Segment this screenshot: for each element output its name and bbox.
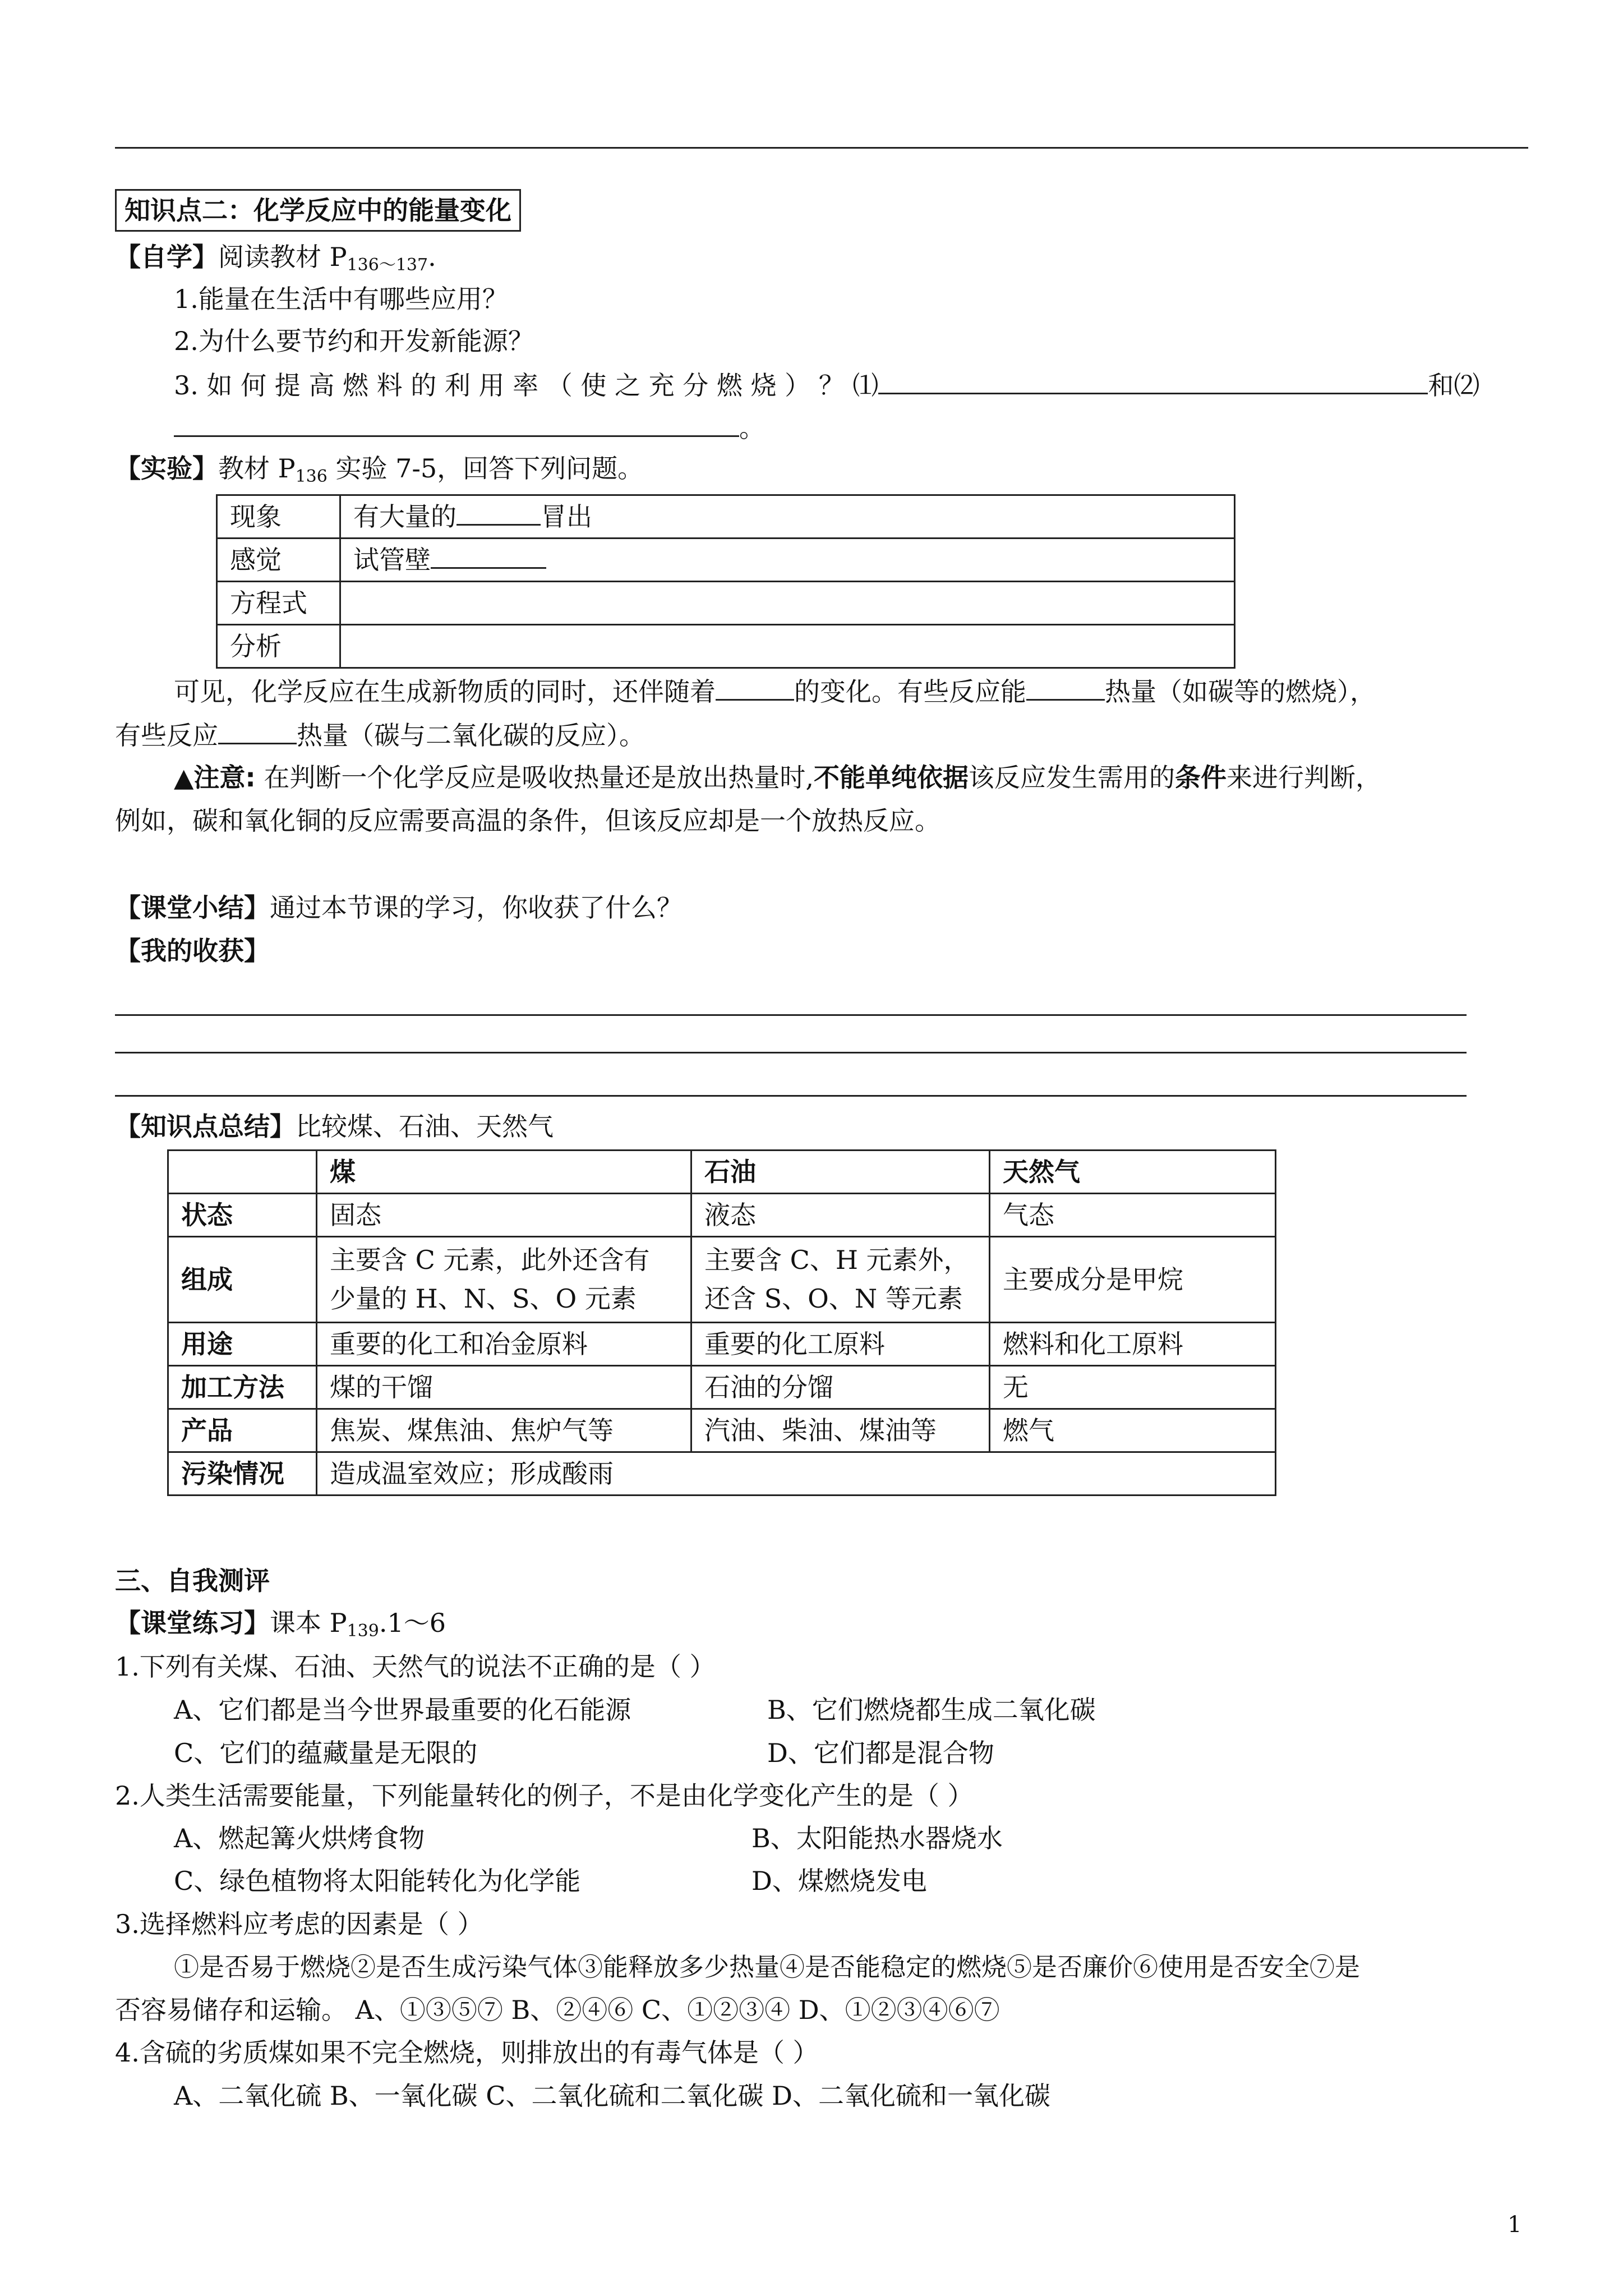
practice-text: 课本 P [270, 1608, 347, 1638]
table-cell: 固态 [317, 1194, 691, 1237]
table-cell: 焦炭、煤焦油、焦炉气等 [317, 1409, 691, 1452]
table-cell: 主要成分是甲烷 [990, 1237, 1276, 1323]
table-row [168, 1323, 1276, 1366]
row-label: 加工方法 [168, 1366, 317, 1409]
practice-page: 139 [347, 1621, 379, 1641]
q1-option-c[interactable]: C、它们的蕴藏量是无限的 [174, 1738, 478, 1768]
table-cell: 主要含 C 元素，此外还含有 少量的 H、N、S、O 元素 [317, 1237, 691, 1323]
shiyan-text: 教材 P [218, 453, 296, 484]
shiyan-line [115, 453, 644, 486]
para-blank-2[interactable] [1026, 679, 1105, 701]
page-number: 1 [1507, 2212, 1522, 2238]
table-row [217, 625, 1235, 668]
question-3-and: 和⑵ [1428, 370, 1480, 401]
zixue-dot: . [428, 242, 436, 272]
table-cell: 造成温室效应；形成酸雨 [317, 1452, 1276, 1496]
q1-option-b[interactable]: B、它们燃烧都生成二氧化碳 [767, 1695, 1096, 1725]
shiyan-text-2: 实验 7-5，回答下列问题。 [327, 453, 644, 484]
table-row [168, 1237, 1276, 1323]
para-text-a: 可见，化学反应在生成新物质的同时，还伴随着 [174, 677, 716, 707]
table-cell: 无 [990, 1366, 1276, 1409]
practice-range: .1～6 [379, 1608, 446, 1638]
zixue-text: 阅读教材 P [218, 242, 347, 272]
zixue-tag: 【自学】 [115, 242, 218, 272]
question-3-line2 [174, 413, 765, 441]
exp-value-pre: 有大量的 [353, 501, 457, 532]
exercise-q3: 3.选择燃料应考虑的因素是（ ） [115, 1909, 483, 1939]
table-row [168, 1409, 1276, 1452]
question-2: 2.为什么要节约和开发新能源？ [174, 326, 534, 356]
summary-line [115, 892, 683, 923]
shiyan-page: 136 [295, 467, 328, 486]
harvest-line-3[interactable] [115, 1095, 1467, 1097]
exp-value[interactable] [340, 582, 1235, 625]
table-cell: 液态 [691, 1194, 990, 1237]
table-row [168, 1452, 1276, 1496]
table-header-cell: 天然气 [990, 1151, 1276, 1194]
table-header-cell: 石油 [691, 1151, 990, 1194]
experiment-table [216, 494, 1235, 669]
note-line2: 例如，碳和氧化铜的反应需要高温的条件，但该反应却是一个放热反应。 [115, 806, 940, 836]
table-row [217, 495, 1235, 539]
header-rule [115, 147, 1528, 149]
summary-text: 通过本节课的学习，你收获了什么？ [270, 892, 683, 923]
comparison-table [167, 1149, 1276, 1496]
table-cell: 燃气 [990, 1409, 1276, 1452]
note-text-d: 条件 [1175, 762, 1227, 793]
question-3-text: 3. 如 何 提 高 燃 料 的 利 用 率 （ 使 之 充 分 燃 烧 ） ？ ⑴ [174, 370, 879, 401]
answer-blank-1[interactable] [878, 370, 1428, 394]
table-cell: 石油的分馏 [691, 1366, 990, 1409]
note-text-a: 在判断一个化学反应是吸收热量还是放出热量时, [255, 762, 814, 793]
table-cell: 煤的干馏 [317, 1366, 691, 1409]
question-3-end: 。 [739, 413, 765, 443]
row-label: 产品 [168, 1409, 317, 1452]
harvest-tag: 【我的收获】 [115, 936, 270, 966]
paragraph-line1 [174, 679, 1376, 705]
row-label: 状态 [168, 1194, 317, 1237]
practice-line [115, 1608, 446, 1641]
para-text-d: 有些反应 [115, 720, 218, 751]
row-label: 组成 [168, 1237, 317, 1323]
table-row [217, 539, 1235, 582]
question-3 [174, 370, 1480, 401]
row-label: 用途 [168, 1323, 317, 1366]
para-text-e: 热量（碳与二氧化碳的反应）。 [297, 720, 645, 751]
table-cell: 汽油、柴油、煤油等 [691, 1409, 990, 1452]
q3-line1: ①是否易于燃烧②是否生成污染气体③能释放多少热量④是否能稳定的燃烧⑤是否廉价⑥使用是否安全⑦是 [174, 1952, 1361, 1982]
note-text-b: 不能单纯依据 [814, 762, 969, 793]
knowledge-tag: 【知识点总结】 [115, 1111, 296, 1142]
exp-value-pre: 试管壁 [353, 544, 431, 575]
exp-value [340, 495, 1235, 539]
note-tag: ▲注意: [174, 762, 256, 793]
q4-options[interactable]: A、二氧化硫 B、一氧化碳 C、二氧化硫和二氧化碳 D、二氧化硫和一氧化碳 [174, 2081, 1050, 2111]
exp-label: 分析 [217, 625, 340, 668]
zixue-line [115, 242, 436, 275]
exp-value-post: 冒出 [541, 501, 592, 532]
exp-label: 感觉 [217, 539, 340, 582]
row-label: 污染情况 [168, 1452, 317, 1496]
exercise-q4: 4.含硫的劣质煤如果不完全燃烧，则排放出的有毒气体是（ ） [115, 2037, 819, 2068]
table-row [168, 1194, 1276, 1237]
table-header-cell: 煤 [317, 1151, 691, 1194]
exp-label: 方程式 [217, 582, 340, 625]
summary-tag: 【课堂小结】 [115, 892, 270, 923]
exp-blank[interactable] [431, 547, 546, 569]
q1-option-a[interactable]: A、它们都是当今世界最重要的化石能源 [174, 1695, 631, 1725]
section-title: 知识点二：化学反应中的能量变化 [115, 189, 521, 232]
paragraph-line2 [115, 720, 645, 751]
zixue-pages: 136～137 [347, 255, 428, 275]
section3-title: 三、自我测评 [115, 1566, 270, 1596]
exp-blank[interactable] [457, 504, 541, 526]
table-cell: 主要含 C、H 元素外， 还含 S、O、N 等元素 [691, 1237, 990, 1323]
table-cell: 燃料和化工原料 [990, 1323, 1276, 1366]
question-1: 1.能量在生活中有哪些应用？ [174, 284, 508, 314]
section-title-box [115, 195, 521, 226]
harvest-line-2[interactable] [115, 1052, 1467, 1053]
table-header-row [168, 1151, 1276, 1194]
harvest-line-1[interactable] [115, 1014, 1467, 1016]
table-row [217, 582, 1235, 625]
note-text-c: 该反应发生需用的 [969, 762, 1175, 793]
table-header-cell [168, 1151, 317, 1194]
exp-value [340, 539, 1235, 582]
q2-option-c[interactable]: C、绿色植物将太阳能转化为化学能 [174, 1866, 581, 1896]
table-row [168, 1366, 1276, 1409]
note-line1 [174, 762, 1382, 793]
q2-option-d[interactable]: D、煤燃烧发电 [751, 1866, 927, 1896]
exercise-q1: 1.下列有关煤、石油、天然气的说法不正确的是（ ） [115, 1651, 716, 1682]
practice-tag: 【课堂练习】 [115, 1608, 270, 1638]
q2-option-b[interactable]: B、太阳能热水器烧水 [751, 1823, 1003, 1853]
q2-option-a[interactable]: A、燃起篝火烘烤食物 [174, 1823, 425, 1853]
para-text-c: 热量（如碳等的燃烧）， [1105, 677, 1376, 707]
exp-value[interactable] [340, 625, 1235, 668]
q3-line2[interactable]: 否容易储存和运输。 A、①③⑤⑦ B、②④⑥ C、①②③④ D、①②③④⑥⑦ [115, 1995, 1000, 2025]
table-cell: 重要的化工和冶金原料 [317, 1323, 691, 1366]
para-text-b: 的变化。有些反应能 [794, 677, 1026, 707]
q1-option-d[interactable]: D、它们都是混合物 [767, 1738, 994, 1768]
knowledge-text: 比较煤、石油、天然气 [296, 1111, 554, 1142]
table-cell: 重要的化工原料 [691, 1323, 990, 1366]
note-text-e: 来进行判断， [1227, 762, 1382, 793]
shiyan-tag: 【实验】 [115, 453, 218, 484]
knowledge-line [115, 1111, 554, 1142]
exercise-q2: 2.人类生活需要能量，下列能量转化的例子，不是由化学变化产生的是（ ） [115, 1780, 974, 1811]
para-blank-3[interactable] [218, 723, 297, 744]
para-blank-1[interactable] [716, 679, 794, 701]
answer-blank-2[interactable] [174, 413, 739, 437]
table-cell: 气态 [990, 1194, 1276, 1237]
exp-label: 现象 [217, 495, 340, 539]
